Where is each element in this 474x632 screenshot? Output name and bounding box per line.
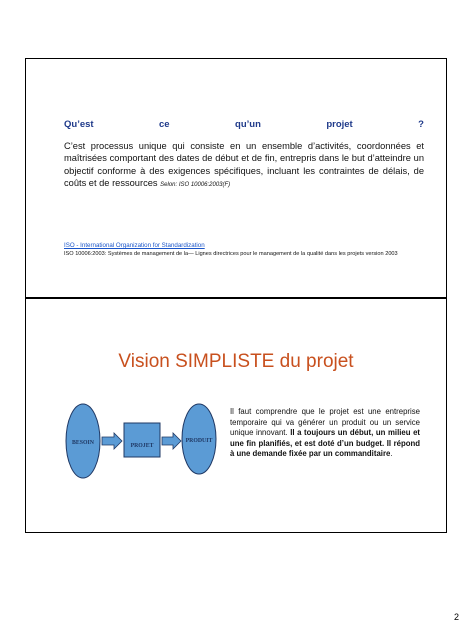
description-bold: Il a toujours un début, un milieu et une fin planifiés, et est doté d’un budget. Il répond à une demande fixée par un commanditaire [230,428,421,459]
heading-word: ? [418,119,424,130]
slide2-title: Vision SIMPLISTE du projet [118,351,354,372]
iso-note: ISO 10006:2003: Systèmes de management de la— Lignes directrices pour le management de la qualité dans les projets version 2003 [64,251,398,257]
arrow-right-icon [102,433,122,449]
besoin-label: BESOIN [72,440,94,446]
definition-text: C’est processus unique qui consiste en un ensemble d’activités, coordonnées et maîtrisées comportant des dates de début et de fin, entrepris dans le but d’atteindre un objectif conforme à des exigences spécifiques, incluant les contraintes de délais, de coûts et de ressources [64,141,424,188]
produit-label: PRODUIT [185,438,213,444]
slide-1 [25,58,447,298]
arrow-right-icon [162,433,181,449]
description-normal: Il faut comprendre que le projet est une entreprise temporaire qui va générer un produit ou un service unique innovant. [230,407,420,438]
slide1-heading [64,119,424,130]
heading-word: ce [159,119,170,130]
projet-box [124,423,160,457]
slide2-description [230,407,420,460]
slide-2 [25,298,447,533]
description-end: . [390,449,393,459]
heading-word: projet [326,119,353,130]
slide1-definition [64,140,424,191]
project-diagram [63,403,223,483]
heading-word: Qu’est [64,119,94,130]
heading-word: qu’un [235,119,261,130]
iso-link[interactable]: ISO - International Organization for Standardization [64,242,205,249]
definition-source: Selon: ISO 10006:2003(F) [160,181,231,188]
page-number: 2 [454,612,460,622]
projet-label: PROJET [130,443,154,449]
